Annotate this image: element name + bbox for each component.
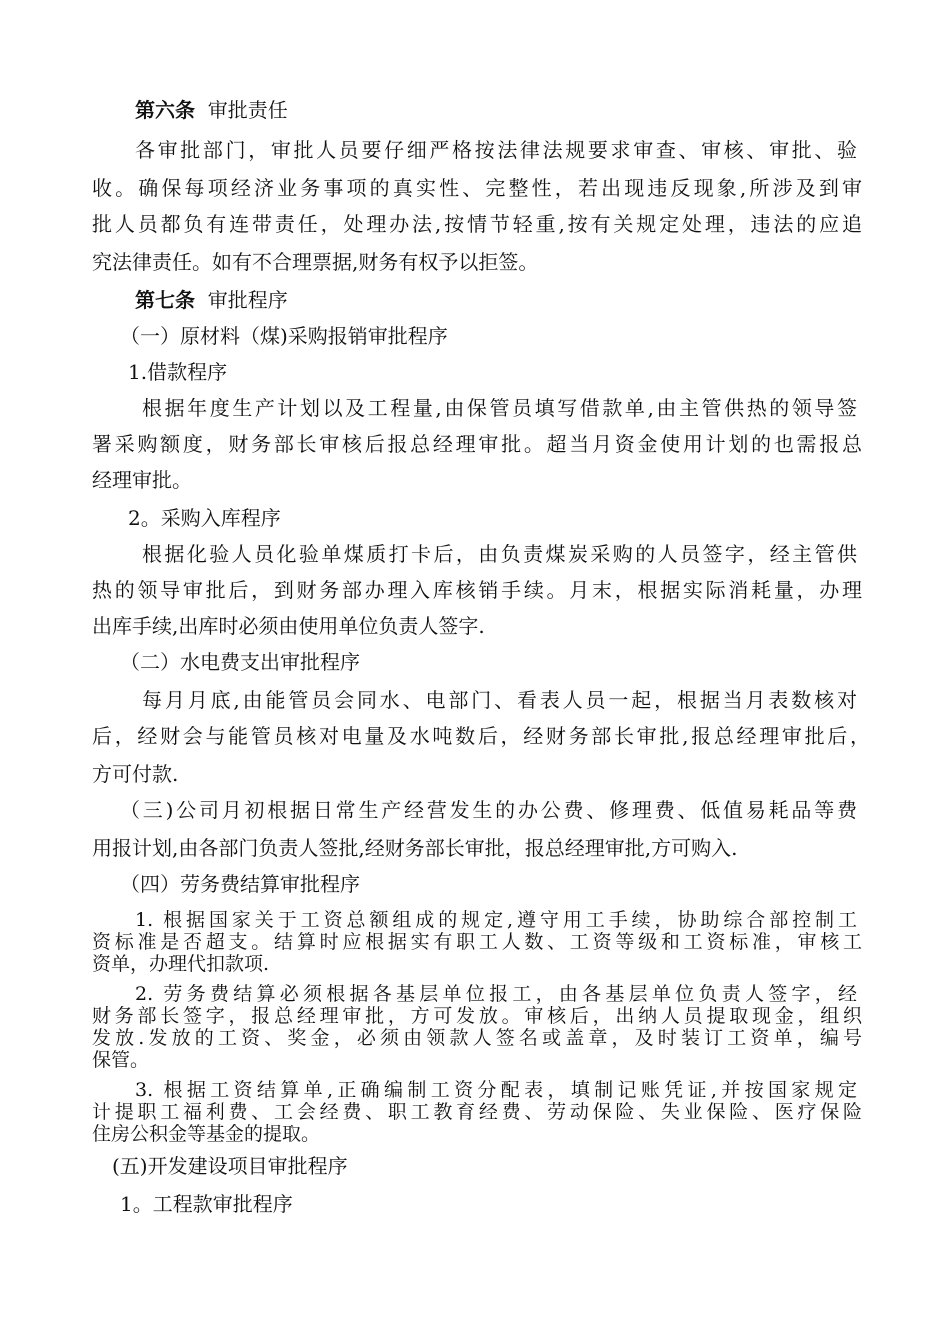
paragraph-line: 出库手续,出库时必须由使用单位负责人签字. bbox=[92, 614, 485, 638]
article-7-number: 第七条 bbox=[135, 288, 195, 312]
section-1-item-2-title: 2。采购入库程序 bbox=[128, 506, 281, 530]
section-4-item-line: 1. 根据国家关于工资总额组成的规定,遵守用工手续，协助综合部控制工 bbox=[135, 910, 857, 931]
section-4-item-line: 2. 劳务费结算必须根据各基层单位报工，由各基层单位负责人签字，经 bbox=[135, 984, 857, 1005]
paragraph-line: 方可付款. bbox=[92, 762, 179, 786]
section-4-item-line: 财务部长签字，报总经理审批，方可发放。审核后，出纳人员提取现金，组织 bbox=[92, 1006, 862, 1027]
section-3-line: 用报计划,由各部门负责人签批,经财务部长审批，报总经理审批,方可购入. bbox=[92, 836, 738, 860]
article-7-title: 审批程序 bbox=[207, 288, 288, 312]
section-4-item-line: 资标准是否超支。结算时应根据实有职工人数、工资等级和工资标准，审核工 bbox=[92, 932, 862, 953]
section-4-item-line: 保管。 bbox=[92, 1050, 150, 1071]
paragraph-line: 署采购额度，财务部长审核后报总经理审批。超当月资金使用计划的也需报总 bbox=[92, 432, 862, 456]
section-4-item-line: 住房公积金等基金的提取。 bbox=[92, 1124, 321, 1145]
section-4-item-line: 资单，办理代扣款项. bbox=[92, 954, 270, 975]
section-2-title: （二）水电费支出审批程序 bbox=[120, 650, 360, 674]
section-4-item-line: 计提职工福利费、工会经费、职工教育经费、劳动保险、失业保险、医疗保险 bbox=[92, 1102, 862, 1123]
paragraph-line: 热的领导审批后，到财务部办理入库核销手续。月末，根据实际消耗量，办理 bbox=[92, 578, 862, 602]
article-7-heading bbox=[135, 288, 905, 314]
paragraph-line: 究法律责任。如有不合理票据,财务有权予以拒签。 bbox=[92, 250, 539, 274]
section-4-title: （四）劳务费结算审批程序 bbox=[120, 872, 360, 896]
paragraph-line: 批人员都负有连带责任，处理办法,按情节轻重,按有关规定处理，违法的应追 bbox=[92, 212, 862, 236]
paragraph-line: 后，经财会与能管员核对电量及水吨数后，经财务部长审批,报总经理审批后， bbox=[92, 724, 870, 748]
section-4-item-line: 3. 根据工资结算单,正确编制工资分配表，填制记账凭证,并按国家规定 bbox=[135, 1080, 857, 1101]
paragraph-line: 收。确保每项经济业务事项的真实性、完整性，若出现违反现象,所涉及到审 bbox=[92, 176, 862, 200]
article-6-heading bbox=[135, 98, 905, 124]
section-5-item-1-title: 1。工程款审批程序 bbox=[120, 1192, 293, 1216]
article-6-title: 审批责任 bbox=[207, 98, 288, 122]
paragraph-line: 经理审批。 bbox=[92, 468, 192, 492]
paragraph-line: 根据化验人员化验单煤质打卡后，由负责煤炭采购的人员签字，经主管供 bbox=[142, 542, 857, 566]
section-5-title: (五)开发建设项目审批程序 bbox=[112, 1154, 348, 1178]
paragraph-line: 每月月底,由能管员会同水、电部门、看表人员一起，根据当月表数核对 bbox=[142, 688, 857, 712]
paragraph-line: 根据年度生产计划以及工程量,由保管员填写借款单,由主管供热的领导签 bbox=[142, 396, 857, 420]
paragraph-line: 各审批部门，审批人员要仔细严格按法律法规要求审查、审核、审批、验 bbox=[135, 138, 857, 162]
section-1-item-1-title: 1.借款程序 bbox=[128, 360, 228, 384]
article-6-number: 第六条 bbox=[135, 98, 195, 122]
section-1-title: （一）原材料（煤)采购报销审批程序 bbox=[120, 324, 448, 348]
section-4-item-line: 发放.发放的工资、奖金，必须由领款人签名或盖章，及时装订工资单，编号 bbox=[92, 1028, 862, 1049]
section-3-line: （三)公司月初根据日常生产经营发生的办公费、修理费、低值易耗品等费 bbox=[120, 798, 857, 822]
